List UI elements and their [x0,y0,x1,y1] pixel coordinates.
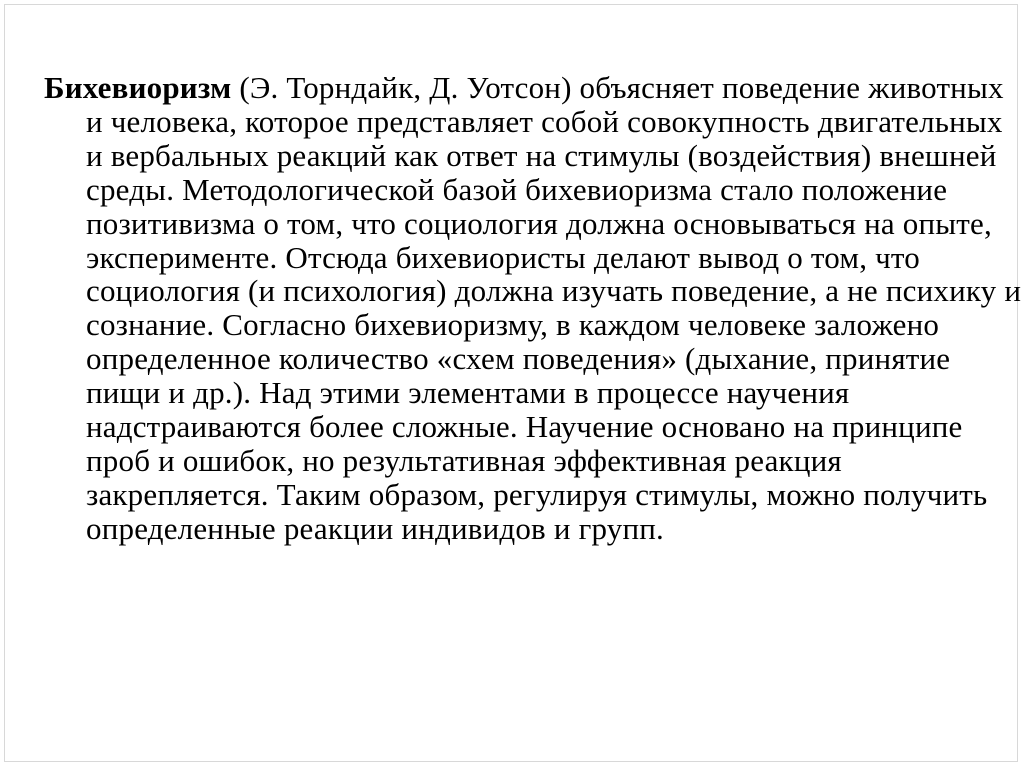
slide-body-text [44,71,1024,546]
term-heading: Бихевиоризм [44,70,232,105]
term-definition: (Э. Торндайк, Д. Уотсон) объясняет поведение животных и человека, которое представляет собой совокупность двигательных и вербальных реакций как ответ на стимулы (воздействия) внешней среды. Методологической базой бихевиоризма стало положение позитивизма о том, что социология должна основываться на опыте, эксперименте. Отсюда бихевиористы делают вывод о том, что социология (и психология) должна изучать поведение, а не психику и сознание. Согласно бихевиоризму, в каждом человеке заложено определенное количество «схем поведения» (дыхание, принятие пищи и др.). Над этими элементами в процессе научения надстраиваются более сложные. Научение основано на принципе проб и ошибок, но результативная эффективная реакция закрепляется. Таким образом, регулируя стимулы, можно получить определенные реакции индивидов и групп. [86,70,1022,546]
